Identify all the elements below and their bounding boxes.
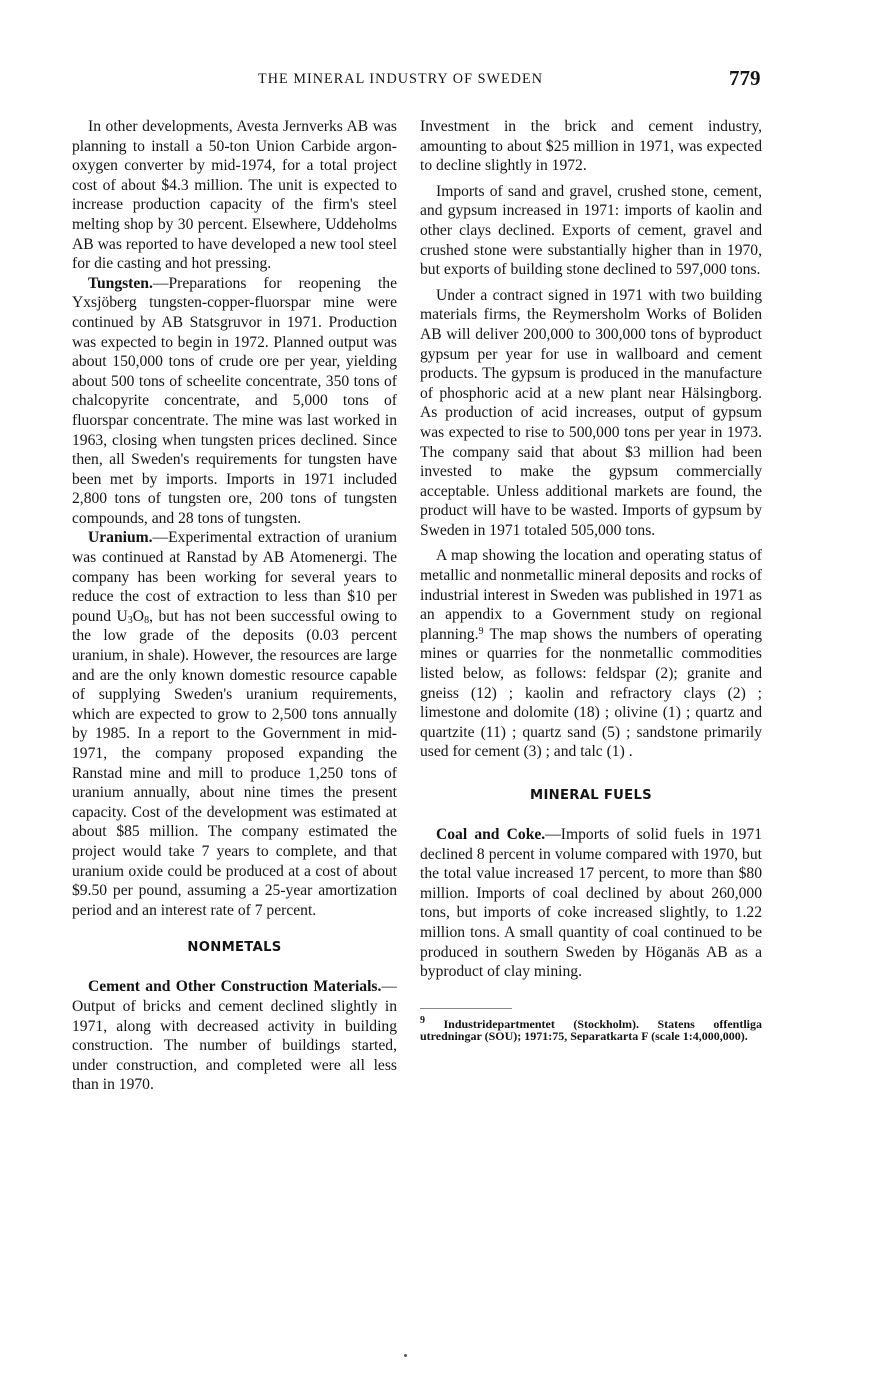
paragraph-gypsum-contract: Under a contract signed in 1971 with two building materials firms, the Reymersholm Works of Boliden AB will deliver 200,000 to 300,000 tons of byproduct gypsum per year for use in wallboard and cement products. The gypsum is produced in the manufacture of phosphoric acid at a new plant near Hälsingborg. As production of acid increases, output of gypsum was expected to rise to 500,000 tons per year in 1973. The company said that about $3 million had been invested to make the gypsum commercially acceptable. Unless additional markets are found, the product will have to be wasted. Imports of gypsum by Sweden in 1971 totaled 505,000 tons. [420,286,762,539]
right-column [420,117,762,1043]
uranium-text-part1: —Experimental extraction of uranium was continued at Ranstad by AB Atomenergi. The company has been working for several years to reduce the cost of extraction to less than $10 per pound [72,529,397,625]
uranium-text-part2: , but has not been successful owing to the low grade of the deposits (0.03 percent uranium, in shale). However, the resources are large and are the only known domestic resource capable of supplying Sweden's uranium requirements, which are expected to grow to 2,500 tons annually by 1985. In a report to the Government in mid-1971, the company proposed expanding the Ranstad mine and mill to produce 1,250 tons of uranium annually, about nine times the present capacity. Cost of the development was estimated at about $85 million. The company estimated the project would take 7 years to complete, and that uranium oxide could be produced at a cost of about $9.50 per pound, assuming a 25-year amortization period and an interest rate of 7 percent. [72,607,397,919]
map-text-part2: The map shows the numbers of operating mines or quarries for the nonmetallic commodities listed below, as follows: feldspar (2); granite and gneiss (12) ; kaolin and refractory clays (2) ; limestone and dolomite (18) ; olivine (1) ; quartz and quartzite (11) ; quartz sand (5) ; sandstone primarily used for cement (3) ; and talc (1) . [420,625,762,761]
page-speck [404,1354,407,1357]
run-in-heading-uranium: Uranium. [88,529,153,547]
running-header [0,66,870,96]
paragraph-other-developments: In other developments, Avesta Jernverks AB was planning to install a 50-ton Union Carbide argon-oxygen converter by mid-1974, for a total project cost of about $4.3 million. The unit is expected to increase production capacity of the firm's steel melting shop by 30 percent. Elsewhere, Uddeholms AB was reported to have developed a new tool steel for die casting and hot pressing. [72,118,397,273]
page-number: 779 [729,66,761,90]
running-head-title: THE MINERAL INDUSTRY OF SWEDEN [258,71,544,87]
paragraph-map [420,546,762,762]
footnote-reference: 9 [478,625,484,637]
footnote-marker: 9 [420,1014,425,1026]
footnote-divider [420,1008,512,1009]
run-in-heading-cement: Cement and Other Construction Materials. [88,978,382,996]
section-heading-mineral-fuels: MINERAL FUELS [530,788,652,803]
map-text-part1: A map showing the location and operating status of metallic and nonmetallic mineral deposits and rocks of industrial interest in Sweden was published in 1971 as an appendix to a Government study on regional planning. [420,547,762,643]
cement-text: —Output of bricks and cement declined slightly in 1971, along with decreased activity in building construction. The number of buildings started, under construction, and completed were all less than in 1970. [72,978,397,1094]
formula-u3o8: $U_3O_8$ [116,607,150,626]
footnote [420,1014,762,1044]
paragraph-cement [72,977,397,1095]
coal-text: —Imports of solid fuels in 1971 declined 8 percent in volume compared with 1970, but the total value increased 17 percent, to more than $80 million. Imports of coal declined by about 260,000 tons, but imports of coke increased slightly, to 1.22 million tons. A small quantity of coal continued to be produced in southern Sweden by Höganäs AB as a byproduct of clay mining. [420,826,762,981]
paragraph-investment: Investment in the brick and cement industry, amounting to about $25 million in 1971, was expected to decline slightly in 1972. [420,118,762,175]
section-heading-nonmetals: NONMETALS [187,940,282,956]
paragraph-uranium [72,528,397,920]
footnote-text: Industridepartmentet (Stockholm). Statens offentliga utredningar (SOU); 1971:75, Separatkarta F (scale 1:4,000,000). [420,1016,762,1044]
tungsten-text: —Preparations for reopening the Yxsjöberg tungsten-copper-fluorspar mine were continued by AB Statsgruvor in 1971. Production was expected to begin in 1972. Planned output was about 150,000 tons of crude ore per year, yielding about 500 tons of scheelite concentrate, 350 tons of chalcopyrite concentrate, and 5,000 tons of fluorspar concentrate. The mine was last worked in 1963, closing when tungsten prices declined. Since then, all Sweden's requirements for tungsten have been met by imports. Imports in 1971 included 2,800 tons of tungsten ore, 200 tons of tungsten compounds, and 28 tons of tungsten. [72,274,397,527]
paragraph-imports-sand: Imports of sand and gravel, crushed stone, cement, and gypsum increased in 1971: imports of kaolin and other clays declined. Exports of cement, gravel and crushed stone were substantially higher than in 1970, but exports of building stone declined to 597,000 tons. [420,182,762,279]
paragraph-coal-coke [420,825,762,982]
run-in-heading-coal-coke: Coal and Coke. [436,826,546,843]
left-column [72,117,397,1095]
run-in-heading-tungsten: Tungsten. [88,274,153,292]
paragraph-tungsten [72,274,397,529]
